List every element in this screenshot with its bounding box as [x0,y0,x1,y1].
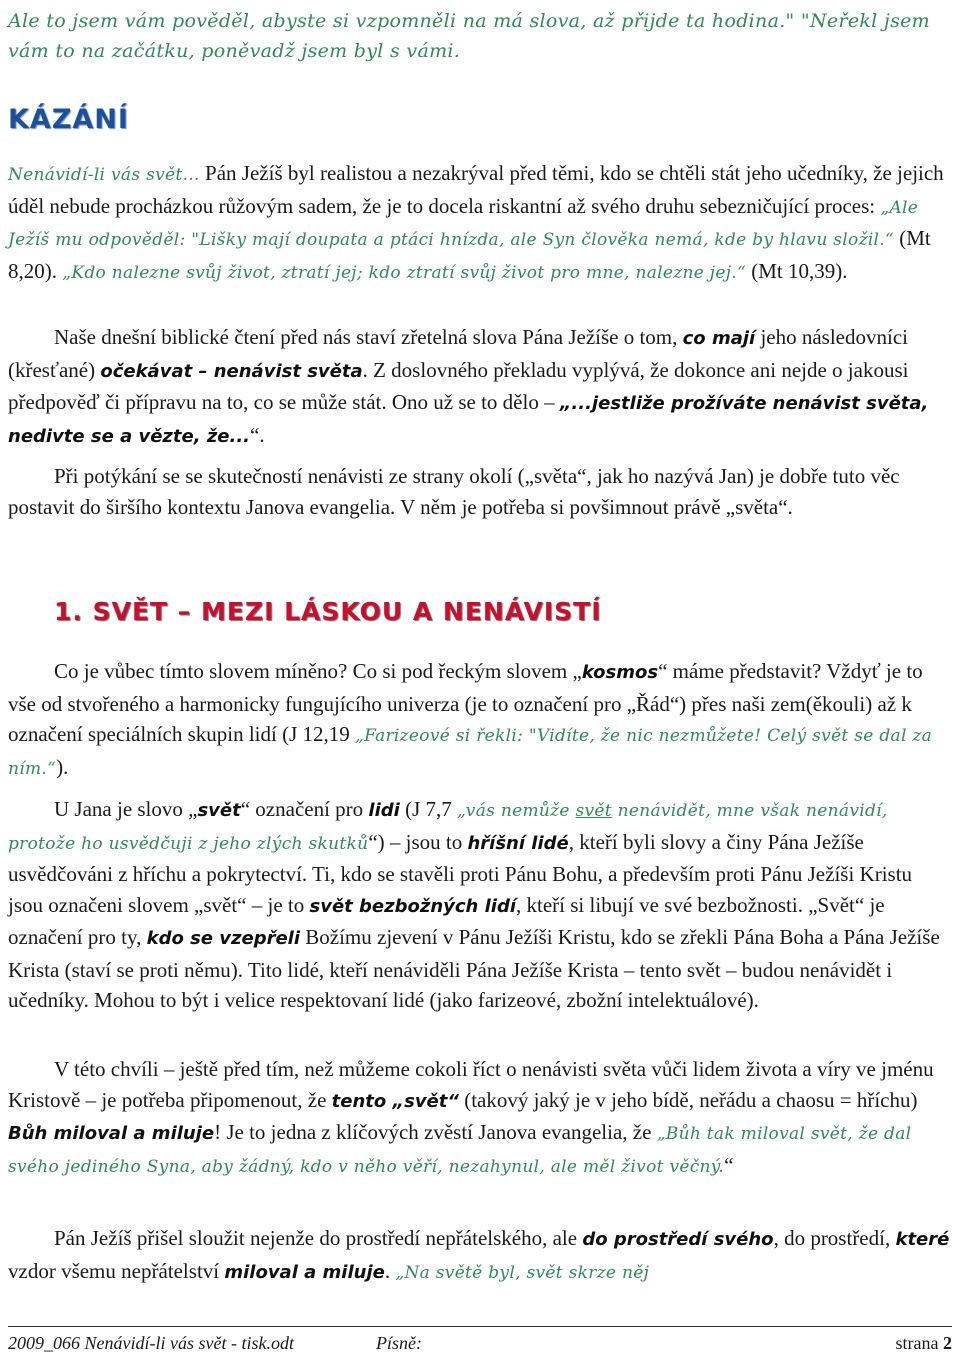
emphasis: do prostředí svého [582,1229,774,1250]
text: (J 7,7 [399,797,457,821]
text: V této chvíli – ještě před tím, než můžeme cokoli říct o nenávisti světa vůči lidem života a víry ve jménu Kristově – je potřeba připomenout, že [8,1057,934,1112]
text: . [384,1258,396,1283]
text: “. [250,422,265,447]
emphasis: které [895,1229,950,1250]
footer-page-label: strana [895,1333,943,1353]
emphasis: lidi [368,800,400,821]
text: “ [724,1152,734,1177]
quote-underlined: svět [575,801,612,821]
paragraph-5 [8,794,952,1016]
emphasis: „...jestliže prožíváte nenávist světa, nedivte se a vězte, že... [8,393,929,447]
text: (Mt 8,20). [8,226,931,283]
paragraph-7 [8,1223,952,1288]
text: Naše dnešní biblické čtení před nás staví zřetelná slova Pána Ježíše o tom, [54,325,683,349]
quote: „Kdo nalezne svůj život, ztratí jej; kdo ztratí svůj život pro mne, nalezne jej.“ [62,262,747,283]
emphasis: očekávat – nenávist světa [100,360,363,382]
text: U Jana je slovo „ [54,797,198,821]
quote: nenávidět, mne však nenávidí, protože ho usvědčuji z jeho zlých skutků [8,801,888,854]
footer-page-number: 2 [943,1333,952,1353]
text: Božímu zjevení v Pánu Ježíši Kristu, kdo se zřekli Pána Boha a Pána Ježíše Krista (staví se proti němu). Tito lidé, kteří nenáviděli Pána Ježíše Krista – tento svět – budou nenávidět i učedníky. Mohou to být i velice respektovaní lidé (jako farizeové, zbožní intelektuálové). [8,925,940,1012]
text: jeho následovníci (křesťané) [8,325,908,382]
text: ). [56,754,69,779]
emphasis: kdo se vzepřeli [146,928,300,949]
footer-page [896,1333,952,1354]
quote: „Bůh tak miloval svět, že dal svého jediného Syna, aby žádný, kdo v něho věří, nezahynul, ale měl život věčný. [8,1124,912,1177]
emphasis: Bůh miloval a miluje [8,1123,215,1144]
heading-kazani: KÁZÁNÍ [8,104,129,135]
emphasis: miloval a miluje [224,1261,385,1283]
text: Při potýkání se se skutečností nenávisti ze strany okolí („světa“, jak ho nazývá Jan) je dobře tuto věc postavit do širšího kontextu Janova evangelia. V něm je potřeba si povšimnout právě „světa“. [8,464,900,519]
text: “ máme představit? Vždyť je to vše od stvořeného a harmonicky fungujícího univerza (je to označení pro „Řád“) přes naši zem(ěkouli) až k označení speciálních skupin lidí (J 12,19 [8,659,923,746]
text: (Mt 10,39). [746,258,848,283]
footer-songs-label: Písně: [376,1333,422,1353]
emphasis: kosmos [581,662,659,683]
text: “ označení pro [240,797,369,821]
emphasis: svět bezbožných lidí [309,895,517,917]
emphasis: tento „svět“ [331,1090,459,1112]
paragraph-2 [8,322,952,452]
intro-quote: Ale to jsem vám pověděl, abyste si vzpomněli na má slova, až přijde ta hodina." "Neřekl jsem vám to na začátku, poněvadž jsem byl s vámi. [8,10,930,62]
quote: „vás nemůže [457,801,576,821]
text: (takový jaký je v jeho bídě, neřádu a chaosu = hříchu) [458,1087,918,1112]
text: Co je vůbec tímto slovem míněno? Co si pod řeckým slovem „ [54,659,582,683]
paragraph-3 [8,461,952,522]
emphasis: co mají [682,328,756,349]
text: . Z doslovného překladu vyplývá, že dokonce ani nejde o jakousi předpověď či přípravu na to, co se může stát. Ono už se to dělo – [8,357,909,414]
page-footer [8,1326,952,1354]
text: vzdor všemu nepřátelství [8,1258,225,1283]
paragraph-1 [8,158,952,288]
text: , do prostředí, [773,1226,896,1250]
text: ! Je to jedna z klíčových zvěstí Janova evangelia, že [214,1120,657,1144]
quote: Nenávidí-li vás svět… [8,165,200,185]
text: , kteří si libují ve své bezbožnosti. „Svět“ je označení pro ty, [8,892,885,949]
paragraph-6 [8,1054,952,1182]
footer-filename: 2009_066 Nenávidí-li vás svět - tisk.odt [8,1333,294,1353]
emphasis: hříšní lidé [467,832,569,854]
text: Pán Ježíš přišel sloužit nejenže do prostředí nepřátelského, ale [54,1226,583,1250]
quote: „Farizeové si řekli: "Vidíte, že nic nezmůžete! Celý svět se dal za ním.“ [8,726,933,779]
quote: „Ale Ježíš mu odpověděl: "Lišky mají doupata a ptáci hnízda, ale Syn člověka nemá, kde by hlavu složil.“ [8,197,919,250]
emphasis: svět [197,800,241,821]
text: Pán Ježíš byl realistou a nezakrýval před těmi, kdo se chtěli stát jeho učedníky, že jejich úděl nebude procházkou růžovým sadem, že je to docela riskantní až svého druhu sebezničující proces: [8,161,944,218]
heading-section-1: 1. SVĚT – MEZI LÁSKOU A NENÁVISTÍ [54,597,602,626]
text: “) – jsou to [368,829,468,854]
text: , kteří byli slovy a činy Pána Ježíše usvědčováni z hříchu a pokrytectví. Ti, kdo se stavěli proti Pánu Bohu, a především proti Pánu Ježíši Kristu jsou označeni slovem „svět“ – je to [8,829,913,917]
paragraph-4 [8,656,952,784]
quote: „Na světě byl, svět skrze něj [395,1262,650,1283]
